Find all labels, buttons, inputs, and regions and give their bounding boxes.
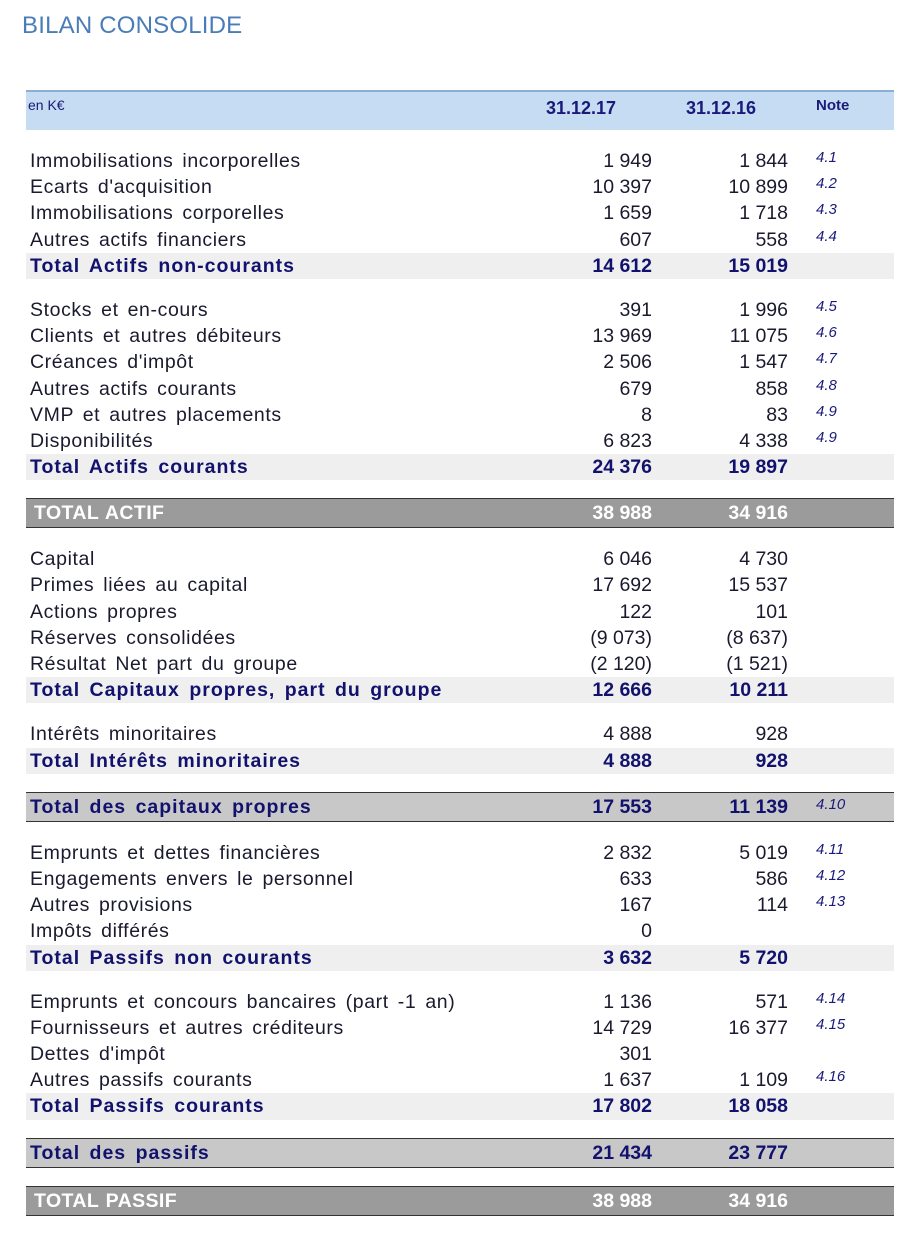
- value-2016: 34 916: [728, 502, 788, 525]
- value-2017: 301: [619, 1043, 652, 1066]
- grand-total-row: [26, 498, 894, 528]
- value-2017: 4 888: [603, 723, 652, 746]
- note-ref: 4.3: [816, 201, 837, 219]
- row-label: Total Passifs non courants: [30, 946, 313, 969]
- note-ref: 4.7: [816, 350, 837, 368]
- row-label: Résultat Net part du groupe: [30, 653, 298, 675]
- value-2017: (9 073): [590, 626, 652, 649]
- value-2016: 19 897: [728, 456, 788, 479]
- value-2017: 6 823: [603, 429, 652, 452]
- row-label: Autres passifs courants: [30, 1069, 253, 1092]
- row-label: Intérêts minoritaires: [30, 723, 217, 746]
- page-title: BILAN CONSOLIDE: [22, 12, 243, 39]
- note-ref: 4.12: [816, 866, 846, 884]
- value-2017: 12 666: [592, 679, 652, 702]
- total-row: [26, 253, 894, 279]
- row-label: Total Capitaux propres, part du groupe: [30, 679, 443, 702]
- value-2016: 34 916: [728, 1189, 788, 1212]
- note-ref: 4.15: [816, 1015, 846, 1033]
- value-2017: 3 632: [603, 946, 652, 969]
- total-row: [26, 454, 894, 480]
- value-2016: 15 019: [728, 254, 788, 277]
- table-row: [26, 402, 894, 428]
- row-label: Emprunts et dettes financières: [30, 841, 321, 864]
- value-2016: 558: [755, 228, 788, 251]
- value-2016: 16 377: [728, 1016, 788, 1039]
- row-label: VMP et autres placements: [30, 403, 282, 426]
- note-ref: 4.2: [816, 175, 837, 193]
- value-2017: 14 612: [592, 254, 652, 277]
- value-2017: 1 659: [603, 202, 652, 225]
- row-spacer: [26, 130, 894, 148]
- note-ref: 4.6: [816, 324, 837, 342]
- value-2017: 122: [619, 600, 652, 623]
- note-ref: 4.13: [816, 893, 846, 911]
- value-2016: (1 521): [726, 653, 788, 675]
- note-ref: 4.4: [816, 227, 837, 245]
- table-row: [26, 918, 894, 944]
- value-2017: 8: [641, 403, 652, 426]
- table-body: [26, 130, 894, 1216]
- row-spacer: [26, 971, 894, 989]
- value-2017: 38 988: [592, 502, 652, 525]
- row-spacer: [26, 528, 894, 546]
- value-2017: 14 729: [592, 1016, 652, 1039]
- row-label: Total Actifs courants: [30, 456, 249, 479]
- table-row: [26, 174, 894, 200]
- subtotal-row: [26, 1138, 894, 1168]
- row-label: Clients et autres débiteurs: [30, 325, 282, 348]
- table-header: [26, 90, 894, 130]
- value-2017: 2 506: [603, 351, 652, 374]
- value-2016: 11 075: [729, 325, 788, 348]
- table-row: [26, 599, 894, 625]
- value-2016: 586: [755, 867, 788, 890]
- value-2017: 17 553: [592, 795, 652, 818]
- value-2016: 15 537: [728, 574, 788, 597]
- note-ref: 4.5: [816, 297, 837, 315]
- row-label: Dettes d'impôt: [30, 1043, 166, 1066]
- value-2017: 6 046: [603, 548, 652, 571]
- table-row: [26, 376, 894, 402]
- row-label: Impôts différés: [30, 920, 170, 943]
- row-label: Autres actifs financiers: [30, 228, 247, 251]
- row-spacer: [26, 1120, 894, 1138]
- total-row: [26, 748, 894, 774]
- table-row: [26, 1067, 894, 1093]
- balance-sheet-table: [26, 90, 894, 1216]
- value-2016: 18 058: [728, 1095, 788, 1118]
- value-2016: 1 547: [739, 351, 788, 374]
- value-2017: 1 136: [603, 990, 652, 1013]
- table-row: [26, 1015, 894, 1041]
- row-label: Total Intérêts minoritaires: [30, 749, 302, 772]
- row-spacer: [26, 480, 894, 498]
- row-label: Emprunts et concours bancaires (part -1 an): [30, 990, 456, 1013]
- table-row: [26, 546, 894, 572]
- value-2016: 83: [766, 403, 788, 426]
- table-row: [26, 227, 894, 253]
- table-row: [26, 625, 894, 651]
- row-label: Engagements envers le personnel: [30, 867, 354, 890]
- value-2016: 11 139: [729, 795, 788, 818]
- total-row: [26, 677, 894, 703]
- value-2017: 0: [641, 920, 652, 943]
- value-2017: 679: [619, 377, 652, 400]
- value-2016: 1 996: [739, 298, 788, 321]
- column-header-note: Note: [816, 97, 850, 114]
- row-label: Disponibilités: [30, 429, 154, 452]
- table-row: [26, 572, 894, 598]
- row-label: Total des capitaux propres: [30, 795, 312, 818]
- row-label: Stocks et en-cours: [30, 298, 209, 321]
- note-ref: 4.9: [816, 428, 837, 446]
- value-2016: 5 720: [739, 946, 788, 969]
- value-2017: 4 888: [603, 749, 652, 772]
- value-2017: 2 832: [603, 841, 652, 864]
- table-row: [26, 297, 894, 323]
- table-row: [26, 428, 894, 454]
- row-label: Total des passifs: [30, 1141, 210, 1164]
- value-2016: 928: [755, 749, 788, 772]
- value-2017: 607: [619, 228, 652, 251]
- value-2017: 633: [619, 867, 652, 890]
- note-ref: 4.8: [816, 376, 837, 394]
- table-row: [26, 721, 894, 747]
- value-2017: 21 434: [592, 1141, 652, 1164]
- value-2016: 114: [756, 894, 788, 917]
- note-ref: 4.1: [816, 149, 837, 166]
- row-label: Actions propres: [30, 600, 178, 623]
- value-2016: 571: [755, 990, 788, 1013]
- value-2016: 1 109: [739, 1069, 788, 1092]
- value-2016: 10 899: [728, 176, 788, 199]
- subtotal-row: [26, 792, 894, 822]
- row-spacer: [26, 822, 894, 840]
- value-2017: 10 397: [592, 176, 652, 199]
- note-ref: 4.10: [816, 795, 846, 813]
- table-row: [26, 1041, 894, 1067]
- row-label: Primes liées au capital: [30, 574, 248, 597]
- row-label: Créances d'impôt: [30, 351, 194, 374]
- value-2016: (8 637): [726, 626, 788, 649]
- row-label: TOTAL ACTIF: [34, 502, 165, 525]
- total-row: [26, 1093, 894, 1119]
- row-spacer: [26, 279, 894, 297]
- row-spacer: [26, 703, 894, 721]
- value-2017: 38 988: [592, 1189, 652, 1212]
- value-2017: 13 969: [592, 325, 652, 348]
- value-2016: 5 019: [739, 841, 788, 864]
- row-label: Immobilisations corporelles: [30, 202, 285, 225]
- unit-label: en K€: [28, 97, 65, 113]
- row-label: Autres provisions: [30, 894, 193, 917]
- table-row: [26, 349, 894, 375]
- value-2017: (2 120): [590, 653, 652, 675]
- value-2017: 24 376: [592, 456, 652, 479]
- value-2016: 4 730: [739, 548, 788, 571]
- value-2017: 17 692: [592, 574, 652, 597]
- table-row: [26, 892, 894, 918]
- row-spacer: [26, 774, 894, 792]
- table-row: [26, 840, 894, 866]
- row-label: Fournisseurs et autres créditeurs: [30, 1016, 344, 1039]
- value-2017: 167: [619, 894, 652, 917]
- value-2017: 391: [619, 298, 652, 321]
- table-row: [26, 148, 894, 174]
- value-2016: 858: [755, 377, 788, 400]
- table-row: [26, 989, 894, 1015]
- value-2016: 928: [755, 723, 788, 746]
- note-ref: 4.11: [816, 840, 845, 858]
- value-2016: 1 718: [739, 202, 788, 225]
- value-2016: 1 844: [739, 150, 788, 172]
- column-header-2016: 31.12.16: [685, 98, 757, 118]
- row-label: Capital: [30, 548, 95, 571]
- column-header-2017: 31.12.17: [545, 98, 617, 118]
- table-row: [26, 323, 894, 349]
- value-2017: 1 949: [603, 150, 652, 172]
- note-ref: 4.14: [816, 989, 846, 1007]
- row-label: Autres actifs courants: [30, 377, 237, 400]
- row-label: Ecarts d'acquisition: [30, 176, 213, 199]
- row-label: Total Actifs non-courants: [30, 254, 295, 277]
- value-2017: 17 802: [592, 1095, 652, 1118]
- note-ref: 4.16: [816, 1068, 846, 1086]
- value-2016: 101: [755, 600, 788, 623]
- grand-total-row: [26, 1186, 894, 1216]
- value-2016: 10 211: [729, 679, 788, 702]
- row-label: TOTAL PASSIF: [34, 1189, 178, 1212]
- row-label: Réserves consolidées: [30, 626, 236, 649]
- table-row: [26, 651, 894, 677]
- table-row: [26, 200, 894, 226]
- value-2017: 1 637: [603, 1069, 652, 1092]
- value-2016: 4 338: [739, 429, 788, 452]
- row-spacer: [26, 1168, 894, 1186]
- table-row: [26, 866, 894, 892]
- total-row: [26, 945, 894, 971]
- value-2016: 23 777: [728, 1141, 788, 1164]
- row-label: Immobilisations incorporelles: [30, 150, 301, 172]
- note-ref: 4.9: [816, 402, 837, 420]
- row-label: Total Passifs courants: [30, 1095, 265, 1118]
